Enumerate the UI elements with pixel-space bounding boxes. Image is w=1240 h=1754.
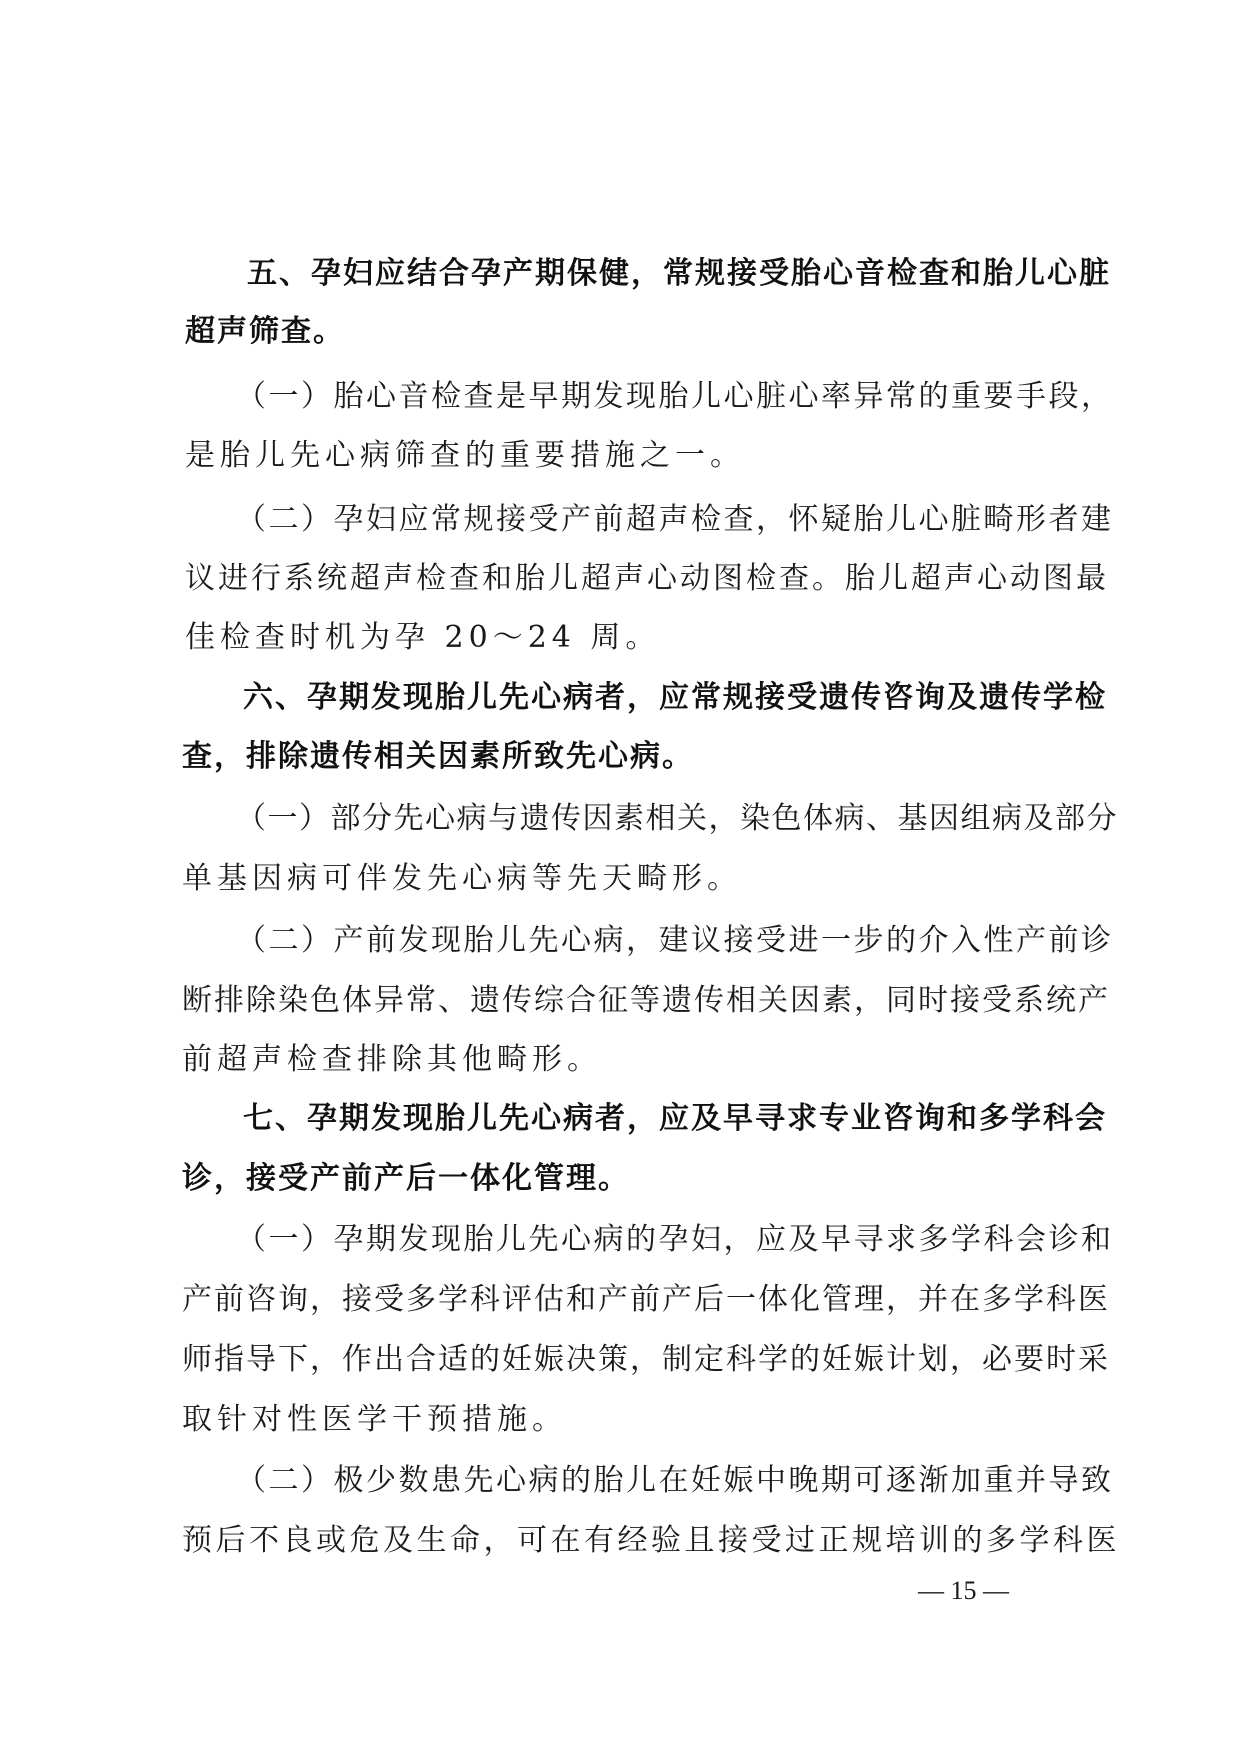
paragraph-line: （一）部分先心病与遗传因素相关，染色体病、基因组病及部分 (236, 801, 1118, 836)
paragraph-line: 前超声检查排除其他畸形。 (182, 1042, 602, 1077)
paragraph-line: 产前咨询，接受多学科评估和产前产后一体化管理，并在多学科医 (182, 1282, 1110, 1317)
paragraph-line: 佳检查时机为孕 20～24 周。 (185, 620, 661, 655)
section-heading-line: 诊，接受产前产后一体化管理。 (182, 1161, 630, 1196)
paragraph-line: 取针对性医学干预措施。 (182, 1402, 567, 1437)
paragraph-line: （二）产前发现胎儿先心病，建议接受进一步的介入性产前诊 (236, 923, 1114, 958)
paragraph-line: 师指导下，作出合适的妊娠决策，制定科学的妊娠计划，必要时采 (182, 1342, 1110, 1377)
page-number: — 15 — (918, 1576, 1009, 1605)
paragraph-line: 预后不良或危及生命，可在有经验且接受过正规培训的多学科医 (182, 1523, 1120, 1558)
section-heading-line: 查，排除遗传相关因素所致先心病。 (182, 739, 694, 774)
paragraph-line: （二）极少数患先心病的胎儿在妊娠中晚期可逐渐加重并导致 (236, 1463, 1114, 1498)
paragraph-line: 断排除染色体异常、遗传综合征等遗传相关因素，同时接受系统产 (182, 983, 1110, 1018)
section-heading-line: 七、孕期发现胎儿先心病者，应及早寻求专业咨询和多学科会 (243, 1101, 1107, 1136)
paragraph-line: （一）孕期发现胎儿先心病的孕妇，应及早寻求多学科会诊和 (236, 1222, 1114, 1257)
section-heading-line: 五、孕妇应结合孕产期保健，常规接受胎心音检查和胎儿心脏 (247, 256, 1111, 291)
section-heading-line: 六、孕期发现胎儿先心病者，应常规接受遗传咨询及遗传学检 (243, 680, 1107, 715)
paragraph-line: 是胎儿先心病筛查的重要措施之一。 (185, 438, 745, 473)
paragraph-line: 议进行系统超声检查和胎儿超声心动图检查。胎儿超声心动图最 (185, 561, 1109, 596)
paragraph-line: （一）胎心音检查是早期发现胎儿心脏心率异常的重要手段， (236, 379, 1114, 414)
paragraph-line: 单基因病可伴发先心病等先天畸形。 (182, 861, 742, 896)
paragraph-line: （二）孕妇应常规接受产前超声检查，怀疑胎儿心脏畸形者建 (236, 502, 1114, 537)
section-heading-line: 超声筛查。 (185, 314, 345, 349)
